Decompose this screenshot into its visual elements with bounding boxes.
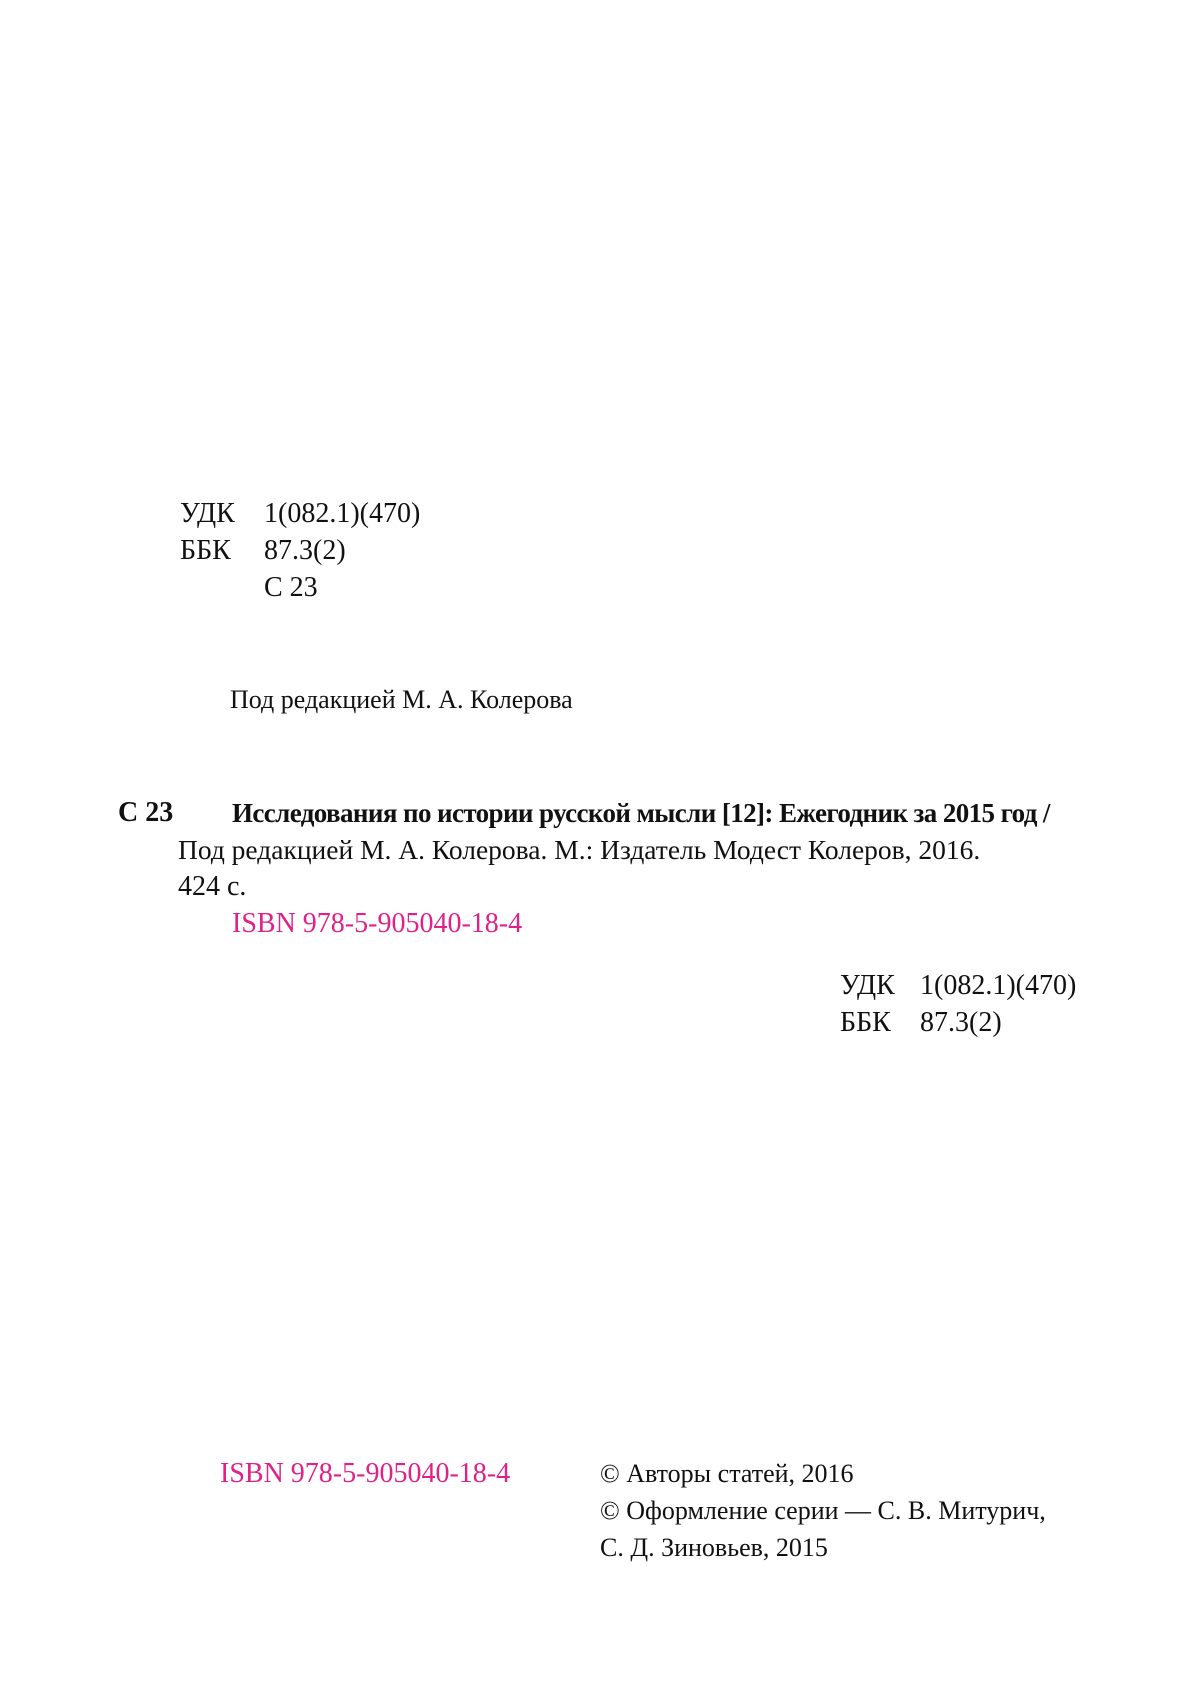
bbk-value: 87.3(2) — [264, 535, 346, 566]
bbk-line-bottom — [840, 1005, 1002, 1041]
bbk-value: 87.3(2) — [920, 1007, 1002, 1038]
catalog-isbn: ISBN 978-5-905040-18-4 — [232, 908, 523, 939]
catalog-title: Исследования по истории русской мысли [12]: Ежегодник за 2015 год / — [232, 798, 1050, 828]
udk-value: 1(082.1)(470) — [920, 970, 1077, 1001]
editor-note: Под редакцией М. А. Колерова — [230, 685, 573, 714]
catalog-imprint: Под редакцией М. А. Колерова. М.: Издатель Модест Колеров, 2016. — [178, 834, 981, 865]
udk-line-top — [180, 496, 420, 532]
bbk-label: ББК — [840, 1007, 891, 1038]
footer-isbn: ISBN 978-5-905040-18-4 — [220, 1458, 511, 1489]
copyright-authors: © Авторы статей, 2016 — [600, 1459, 854, 1488]
udk-value: 1(082.1)(470) — [264, 498, 421, 529]
bbk-line-top — [180, 533, 346, 569]
copyright-design: © Оформление серии — С. В. Митурич, — [600, 1496, 1046, 1525]
bbk-label: ББК — [180, 535, 231, 566]
udk-line-bottom — [840, 968, 1076, 1004]
author-mark-top: С 23 — [264, 572, 318, 603]
udk-label: УДК — [180, 498, 235, 529]
catalog-mark: С 23 — [118, 797, 174, 828]
udk-label: УДК — [840, 970, 895, 1001]
catalog-pages: 424 с. — [178, 871, 247, 902]
copyright-design-cont: С. Д. Зиновьев, 2015 — [600, 1533, 828, 1562]
